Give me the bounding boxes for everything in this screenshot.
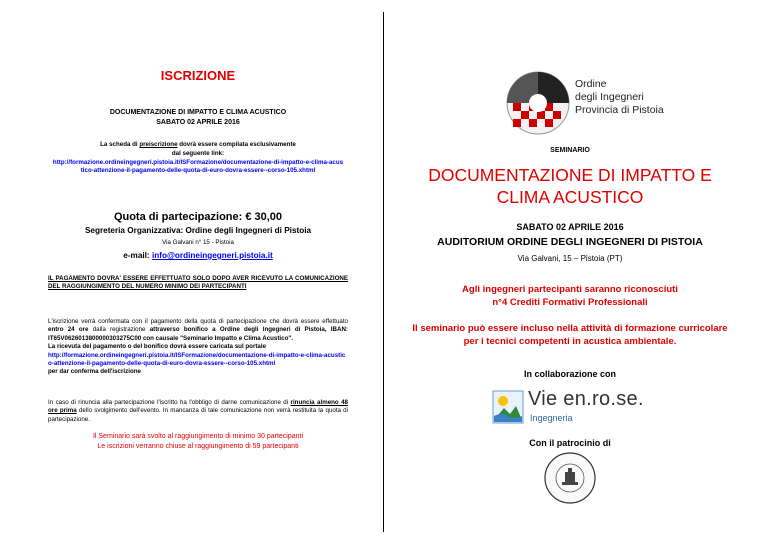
right-date: SABATO 02 APRILE 2016	[516, 222, 624, 232]
collab-label: In collaborazione con	[523, 369, 616, 379]
left-doc-title: DOCUMENTAZIONE DI IMPATTO E CLIMA ACUSTICO	[109, 109, 287, 116]
patrocinio-label: Con il patrocinio di	[529, 438, 611, 448]
ordine-logo-icon	[505, 70, 571, 136]
collegio-seal	[544, 452, 596, 504]
ordine-logo	[505, 70, 665, 140]
credits-line1: Agli ingegneri partecipanti saranno riconosciuti	[462, 284, 678, 295]
left-date: SABATO 02 APRILE 2016	[156, 119, 240, 126]
ordine-logo-text: Ordine degli Ingegneri Provincia di Pistoia	[575, 78, 664, 116]
email-link[interactable]: info@ordineingegneri.pistoia.it	[151, 251, 273, 260]
seminar-title: DOCUMENTAZIONE DI IMPATTO E CLIMA ACUSTICO	[428, 165, 712, 207]
collegio-seal-icon	[544, 452, 596, 504]
venue-address: Via Galvani, 15 – Pistoia (PT)	[517, 254, 623, 263]
segreteria: Segreteria Organizzativa: Ordine degli Ingegneri di Pistoia	[84, 226, 312, 235]
page-divider	[383, 12, 384, 532]
curricular-line1: Il seminario può essere incluso nella attività di formazione curricolare	[412, 323, 728, 334]
vie-logo-icon	[492, 390, 524, 424]
form-notice-line2: dal seguente link:	[171, 150, 225, 157]
payment-notice: IL PAGAMENTO DOVRA' ESSERE EFFETTUATO SOLO DOPO AVER RICEVUTO LA COMUNICAZIONE DEL RAGGIUNGIMENTO DEL NUMERO MINIMO DEI PARTECIPANTI	[48, 275, 348, 291]
left-page	[48, 0, 348, 543]
iscrizione-heading: ISCRIZIONE	[160, 68, 236, 83]
venue: AUDITORIUM ORDINE DEGLI INGEGNERI DI PISTOIA	[437, 236, 703, 248]
vie-sub: Ingegneria	[530, 413, 573, 423]
vie-en-rose-logo	[492, 388, 672, 428]
credits-line2: n°4 Crediti Formativi Professionali	[492, 297, 648, 308]
segreteria-address: Via Galvani n° 15 - Pistoia	[162, 239, 234, 246]
vie-name: Vie en.ro.se.	[528, 388, 644, 410]
seminario-label: SEMINARIO	[550, 147, 590, 154]
upload-link[interactable]: http://formazione.ordineingegneri.pistoia.it/ISFormazione/documentazione-di-impatto-e-clima-acustico-attenzione-il-pagamento-delle-quota-di-euro-dovra-essere--corso-105.xhtml	[48, 351, 346, 368]
form-link[interactable]: http://formazione.ordineingegneri.pistoia.it/ISFormazione/documentazione-di-impatto-e-clima-acustico-attenzione-il-pagamento-delle-quota-di-euro-dovra-essere--corso-105.xhtml	[52, 159, 344, 175]
email-line: e-mail: info@ordineingegneri.pistoia.it	[123, 251, 273, 260]
right-page	[400, 0, 740, 543]
curricular-line2: per i tecnici competenti in acustica ambientale.	[463, 336, 677, 347]
cancellation-paragraph: In caso di rinuncia alla partecipazione l'iscritto ha l'obbligo di darne comunicazione di rinuncia almeno 48 ore prima dello svolgimento dell'evento. In mancanza di tale comunicazione non verrà restituita la quota di partecipazione.	[48, 399, 349, 423]
payment-paragraph: L'iscrizione verrà confermata con il pagamento della quota di partecipazione che dovrà essere effettuato entro 24 ore dalla registrazione attraverso bonifico a Ordine degli Ingegneri di Pistoia, IBAN: IT65V0626013800000303275C00 con causale "Seminario Impatto e Clima Acustico". La ricevuta del pagamento o del bonifico dovrà essere caricata sul portale http://formazione.ordineingegneri.pistoia.it/ISFormazione/documentazione-di-impatto-e-clima-acustico-attenzione-il-pagamento-delle-quota-di-euro-dovra-essere--corso-105.xhtml per dar conferma dell'iscrizione	[48, 318, 348, 376]
max-participants: Le iscrizioni verranno chiuse al raggiungimento di 59 partecipanti	[97, 443, 299, 450]
min-participants: Il Seminario sarà svolto al raggiungimento di minimo 30 partecipanti	[92, 433, 304, 440]
form-notice: La scheda di preiscrizione dovrà essere compilata esclusivamente	[100, 141, 296, 148]
quota: Quota di partecipazione: € 30,00	[113, 211, 283, 223]
